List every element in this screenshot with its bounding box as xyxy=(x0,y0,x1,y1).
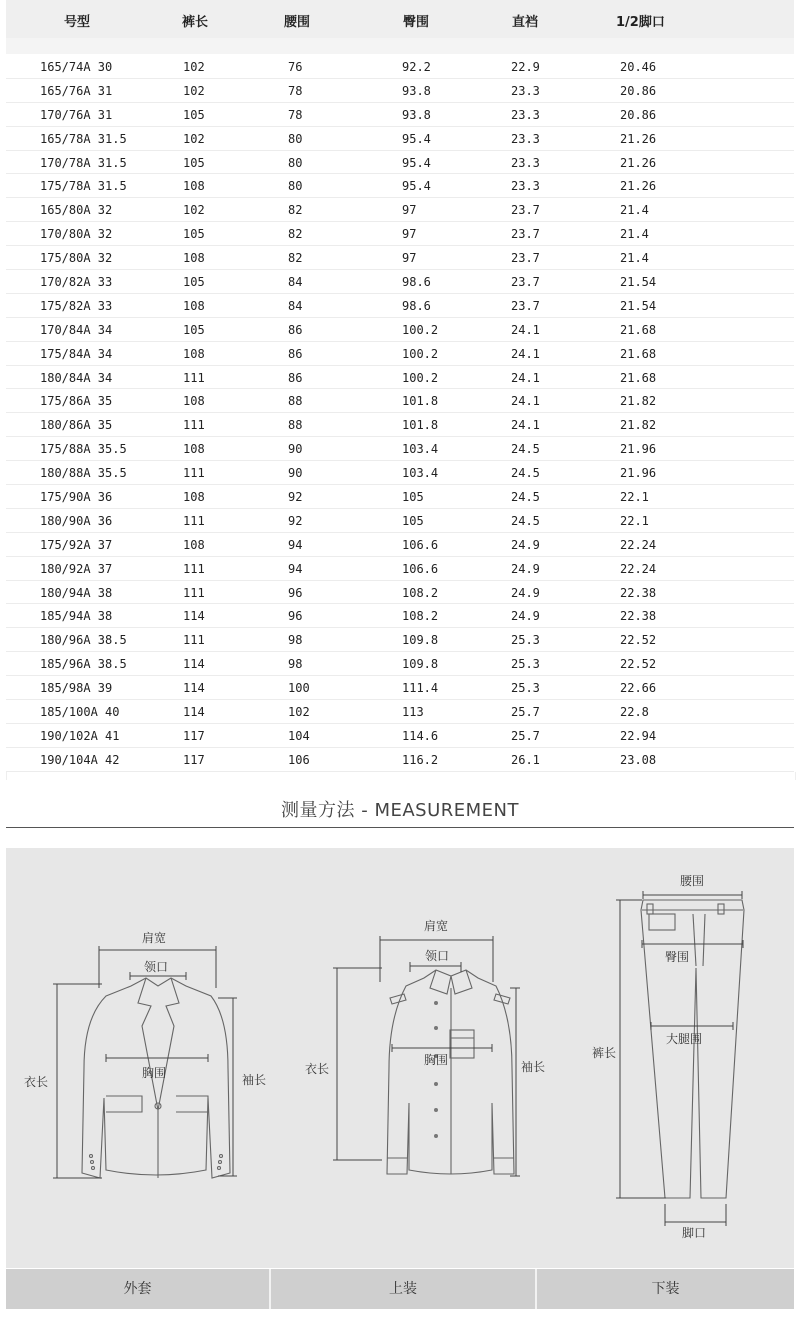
cell-hem: 22.38 xyxy=(620,585,657,600)
header-hem: 1/2脚口 xyxy=(616,15,665,30)
cell-pants-length: 108 xyxy=(183,298,205,313)
cell-size: 185/100A 40 xyxy=(40,705,120,720)
cell-pants-length: 108 xyxy=(183,394,205,409)
cell-hem: 22.24 xyxy=(620,561,657,576)
cell-rise: 25.7 xyxy=(511,705,540,720)
pants-waist-label: 腰围 xyxy=(680,874,705,888)
cell-pants-length: 102 xyxy=(183,83,205,98)
table-row xyxy=(6,79,794,103)
cell-size: 165/74A 30 xyxy=(40,60,113,74)
cell-pants-length: 108 xyxy=(183,251,205,266)
tab-bottoms[interactable]: 下装 xyxy=(651,1281,680,1297)
cell-rise: 23.7 xyxy=(511,227,540,242)
cell-hip: 106.6 xyxy=(402,561,439,576)
measurement-panel xyxy=(6,848,794,1268)
table-row xyxy=(6,437,794,461)
cell-size: 185/96A 38.5 xyxy=(40,657,127,672)
cell-waist: 100 xyxy=(288,681,310,696)
cell-size: 175/80A 32 xyxy=(40,251,113,266)
cell-pants-length: 108 xyxy=(183,346,205,361)
cell-rise: 23.3 xyxy=(511,179,540,194)
cell-hip: 113 xyxy=(402,705,424,720)
table-row xyxy=(6,389,794,413)
cell-hem: 22.38 xyxy=(620,609,657,624)
cell-rise: 23.7 xyxy=(511,298,540,313)
pants-thigh-label: 大腿围 xyxy=(666,1032,703,1046)
cell-hem: 23.08 xyxy=(620,752,657,767)
cell-size: 180/92A 37 xyxy=(40,561,113,576)
cell-rise: 24.1 xyxy=(511,394,540,409)
table-row xyxy=(6,724,794,748)
cell-hip: 92.2 xyxy=(402,60,431,74)
cell-size: 180/86A 35 xyxy=(40,418,113,433)
cell-hip: 93.8 xyxy=(402,107,431,122)
cell-pants-length: 105 xyxy=(183,227,205,242)
cell-waist: 88 xyxy=(288,418,303,433)
table-row xyxy=(6,485,794,509)
cell-hem: 22.94 xyxy=(620,728,657,743)
cell-hip: 106.6 xyxy=(402,537,439,552)
table-row xyxy=(6,198,794,222)
pants-length-label: 裤长 xyxy=(592,1046,617,1060)
cell-waist: 92 xyxy=(288,490,303,505)
cell-pants-length: 102 xyxy=(183,131,205,146)
cell-rise: 25.3 xyxy=(511,657,540,672)
cell-hem: 21.82 xyxy=(620,394,657,409)
table-row xyxy=(6,581,794,605)
cell-hip: 97 xyxy=(402,251,417,266)
cell-waist: 88 xyxy=(288,394,303,409)
cell-waist: 76 xyxy=(288,60,303,74)
cell-rise: 24.9 xyxy=(511,561,540,576)
cell-rise: 25.3 xyxy=(511,681,540,696)
cell-size: 170/84A 34 xyxy=(40,322,113,337)
cell-pants-length: 117 xyxy=(183,728,205,743)
title-divider xyxy=(6,827,794,828)
header-hip: 臀围 xyxy=(403,15,430,30)
cell-waist: 80 xyxy=(288,179,303,194)
cell-size: 170/82A 33 xyxy=(40,275,113,290)
cell-size: 190/102A 41 xyxy=(40,728,120,743)
table-row xyxy=(6,151,794,175)
cell-rise: 24.1 xyxy=(511,370,540,385)
cell-rise: 24.5 xyxy=(511,490,540,505)
cell-hem: 21.26 xyxy=(620,179,657,194)
cell-hem: 20.86 xyxy=(620,83,657,98)
table-row xyxy=(6,246,794,270)
cell-hem: 22.8 xyxy=(620,705,649,720)
cell-pants-length: 114 xyxy=(183,681,205,696)
jacket-chest-label: 胸围 xyxy=(142,1066,167,1080)
cell-pants-length: 105 xyxy=(183,107,205,122)
table-row xyxy=(6,174,794,198)
cell-pants-length: 111 xyxy=(183,585,205,600)
table-header xyxy=(6,0,794,38)
table-row xyxy=(6,557,794,581)
cell-size: 175/90A 36 xyxy=(40,490,113,505)
table-row xyxy=(6,366,794,390)
table-row xyxy=(6,604,794,628)
size-table xyxy=(6,55,794,772)
cell-rise: 23.7 xyxy=(511,203,540,218)
cell-waist: 84 xyxy=(288,275,303,290)
cell-size: 185/94A 38 xyxy=(40,609,113,624)
table-row xyxy=(6,509,794,533)
cell-hem: 20.86 xyxy=(620,107,657,122)
tab-tops[interactable]: 上装 xyxy=(389,1281,417,1297)
pants-drawing xyxy=(641,900,744,1198)
table-row xyxy=(6,55,794,79)
cell-waist: 92 xyxy=(288,513,303,528)
shirt-collar-label: 领口 xyxy=(425,949,450,963)
header-rise: 直裆 xyxy=(512,15,539,30)
cell-waist: 104 xyxy=(288,728,310,743)
shirt-chest-label: 胸围 xyxy=(424,1053,449,1067)
measurement-title: 测量方法 - MEASUREMENT xyxy=(281,800,519,821)
cell-size: 175/82A 33 xyxy=(40,298,113,313)
cell-hem: 21.54 xyxy=(620,298,657,313)
cell-hip: 95.4 xyxy=(402,155,431,170)
cell-hem: 21.96 xyxy=(620,442,657,457)
cell-hip: 109.8 xyxy=(402,657,439,672)
cell-waist: 96 xyxy=(288,609,303,624)
table-row xyxy=(6,222,794,246)
cell-size: 180/96A 38.5 xyxy=(40,633,127,648)
cell-size: 180/94A 38 xyxy=(40,585,113,600)
shirt-sleeve-label: 袖长 xyxy=(521,1060,546,1074)
cell-hem: 21.96 xyxy=(620,466,657,481)
cell-waist: 90 xyxy=(288,442,303,457)
cell-pants-length: 111 xyxy=(183,370,205,385)
cell-hip: 100.2 xyxy=(402,322,439,337)
cell-pants-length: 102 xyxy=(183,60,205,74)
cell-hem: 22.66 xyxy=(620,681,657,696)
header-waist: 腰围 xyxy=(284,15,311,30)
cell-waist: 106 xyxy=(288,752,310,767)
table-row xyxy=(6,318,794,342)
table-row xyxy=(6,676,794,700)
header-size: 号型 xyxy=(64,15,91,30)
cell-size: 170/80A 32 xyxy=(40,227,113,242)
cell-size: 180/84A 34 xyxy=(40,370,113,385)
cell-hip: 111.4 xyxy=(402,681,439,696)
cell-hem: 22.1 xyxy=(620,513,649,528)
cell-pants-length: 105 xyxy=(183,322,205,337)
cell-hip: 101.8 xyxy=(402,418,439,433)
cell-pants-length: 114 xyxy=(183,657,205,672)
cell-hip: 95.4 xyxy=(402,179,431,194)
cell-pants-length: 108 xyxy=(183,179,205,194)
cell-hem: 21.68 xyxy=(620,322,657,337)
cell-waist: 84 xyxy=(288,298,303,313)
cell-pants-length: 111 xyxy=(183,466,205,481)
jacket-shoulder-label: 肩宽 xyxy=(142,931,167,945)
table-row xyxy=(6,127,794,151)
cell-size: 175/88A 35.5 xyxy=(40,442,127,457)
cell-waist: 82 xyxy=(288,251,303,266)
cell-hip: 105 xyxy=(402,490,424,505)
table-row xyxy=(6,103,794,127)
cell-rise: 23.7 xyxy=(511,251,540,266)
cell-rise: 24.5 xyxy=(511,442,540,457)
header-spacer xyxy=(6,38,794,54)
cell-rise: 23.3 xyxy=(511,107,540,122)
cell-waist: 98 xyxy=(288,633,303,648)
cell-hem: 21.26 xyxy=(620,155,657,170)
table-row xyxy=(6,652,794,676)
table-row xyxy=(6,294,794,318)
cell-waist: 86 xyxy=(288,370,303,385)
cell-hip: 97 xyxy=(402,227,417,242)
cell-hip: 103.4 xyxy=(402,466,439,481)
cell-size: 175/84A 34 xyxy=(40,346,113,361)
cell-waist: 80 xyxy=(288,155,303,170)
cell-size: 175/92A 37 xyxy=(40,537,113,552)
pants-hem-label: 脚口 xyxy=(682,1226,707,1240)
cell-size: 185/98A 39 xyxy=(40,681,113,696)
cell-hem: 22.52 xyxy=(620,633,657,648)
cell-hip: 93.8 xyxy=(402,83,431,98)
table-row xyxy=(6,342,794,366)
cell-pants-length: 111 xyxy=(183,513,205,528)
cell-waist: 94 xyxy=(288,561,303,576)
cell-rise: 23.3 xyxy=(511,83,540,98)
cell-hip: 97 xyxy=(402,203,417,218)
cell-hip: 114.6 xyxy=(402,728,439,743)
cell-pants-length: 102 xyxy=(183,203,205,218)
cell-pants-length: 114 xyxy=(183,705,205,720)
cell-hem: 20.46 xyxy=(620,60,657,74)
table-row xyxy=(6,270,794,294)
cell-hip: 108.2 xyxy=(402,609,439,624)
cell-waist: 82 xyxy=(288,227,303,242)
cell-waist: 80 xyxy=(288,131,303,146)
cell-rise: 24.1 xyxy=(511,418,540,433)
cell-hem: 21.4 xyxy=(620,251,649,266)
shirt-length-label: 衣长 xyxy=(305,1062,330,1076)
jacket-sleeve-label: 袖长 xyxy=(242,1073,267,1087)
cell-hip: 95.4 xyxy=(402,131,431,146)
cell-pants-length: 114 xyxy=(183,609,205,624)
cell-waist: 78 xyxy=(288,107,303,122)
cell-rise: 23.3 xyxy=(511,155,540,170)
cell-hem: 21.82 xyxy=(620,418,657,433)
cell-hip: 116.2 xyxy=(402,752,439,767)
cell-hem: 21.68 xyxy=(620,346,657,361)
cell-hip: 98.6 xyxy=(402,275,431,290)
cell-size: 190/104A 42 xyxy=(40,752,120,767)
cell-size: 165/80A 32 xyxy=(40,203,113,218)
cell-waist: 82 xyxy=(288,203,303,218)
cell-waist: 94 xyxy=(288,537,303,552)
cell-rise: 22.9 xyxy=(511,60,540,74)
cell-waist: 86 xyxy=(288,346,303,361)
cell-waist: 90 xyxy=(288,466,303,481)
cell-rise: 25.3 xyxy=(511,633,540,648)
cell-hip: 109.8 xyxy=(402,633,439,648)
cell-hip: 100.2 xyxy=(402,346,439,361)
cell-size: 175/78A 31.5 xyxy=(40,179,127,194)
cell-pants-length: 111 xyxy=(183,561,205,576)
cell-pants-length: 105 xyxy=(183,155,205,170)
cell-hip: 103.4 xyxy=(402,442,439,457)
cell-rise: 24.1 xyxy=(511,346,540,361)
cell-rise: 24.9 xyxy=(511,585,540,600)
cell-hem: 21.54 xyxy=(620,275,657,290)
cell-hip: 100.2 xyxy=(402,370,439,385)
cell-hip: 98.6 xyxy=(402,298,431,313)
cell-pants-length: 105 xyxy=(183,275,205,290)
cell-size: 180/88A 35.5 xyxy=(40,466,127,481)
cell-size: 165/76A 31 xyxy=(40,83,113,98)
jacket-length-label: 衣长 xyxy=(24,1075,49,1089)
pants-hip-label: 臀围 xyxy=(665,950,690,964)
table-row xyxy=(6,533,794,557)
measurement-illustrations xyxy=(6,848,794,1268)
cell-waist: 96 xyxy=(288,585,303,600)
cell-rise: 24.9 xyxy=(511,609,540,624)
cell-hem: 21.68 xyxy=(620,370,657,385)
cell-pants-length: 108 xyxy=(183,537,205,552)
table-row xyxy=(6,628,794,652)
shirt-drawing xyxy=(387,970,514,1174)
shirt-shoulder-label: 肩宽 xyxy=(424,919,449,933)
cell-hem: 22.52 xyxy=(620,657,657,672)
table-row xyxy=(6,461,794,485)
cell-pants-length: 108 xyxy=(183,490,205,505)
cell-hip: 101.8 xyxy=(402,394,439,409)
cell-pants-length: 117 xyxy=(183,752,205,767)
cell-rise: 24.9 xyxy=(511,537,540,552)
cell-size: 170/78A 31.5 xyxy=(40,155,127,170)
cell-hem: 21.4 xyxy=(620,227,649,242)
table-row xyxy=(6,413,794,437)
tab-outerwear[interactable]: 外套 xyxy=(123,1281,152,1297)
cell-waist: 78 xyxy=(288,83,303,98)
cell-rise: 23.3 xyxy=(511,131,540,146)
cell-size: 165/78A 31.5 xyxy=(40,131,127,146)
category-tabs xyxy=(6,1269,794,1309)
cell-pants-length: 108 xyxy=(183,442,205,457)
cell-waist: 102 xyxy=(288,705,310,720)
cell-hip: 108.2 xyxy=(402,585,439,600)
cell-rise: 24.5 xyxy=(511,513,540,528)
cell-rise: 24.5 xyxy=(511,466,540,481)
cell-hem: 21.4 xyxy=(620,203,649,218)
cell-size: 175/86A 35 xyxy=(40,394,113,409)
cell-hip: 105 xyxy=(402,513,424,528)
table-end xyxy=(6,772,796,780)
header-pants-length: 裤长 xyxy=(182,15,209,30)
cell-hem: 22.1 xyxy=(620,490,649,505)
cell-size: 170/76A 31 xyxy=(40,107,113,122)
table-row xyxy=(6,700,794,724)
table-row xyxy=(6,748,794,772)
cell-waist: 98 xyxy=(288,657,303,672)
cell-hem: 21.26 xyxy=(620,131,657,146)
cell-size: 180/90A 36 xyxy=(40,513,113,528)
jacket-collar-label: 领口 xyxy=(144,960,169,974)
cell-waist: 86 xyxy=(288,322,303,337)
cell-rise: 24.1 xyxy=(511,322,540,337)
cell-pants-length: 111 xyxy=(183,418,205,433)
cell-rise: 23.7 xyxy=(511,275,540,290)
cell-rise: 25.7 xyxy=(511,728,540,743)
cell-hem: 22.24 xyxy=(620,537,657,552)
cell-pants-length: 111 xyxy=(183,633,205,648)
cell-rise: 26.1 xyxy=(511,752,540,767)
